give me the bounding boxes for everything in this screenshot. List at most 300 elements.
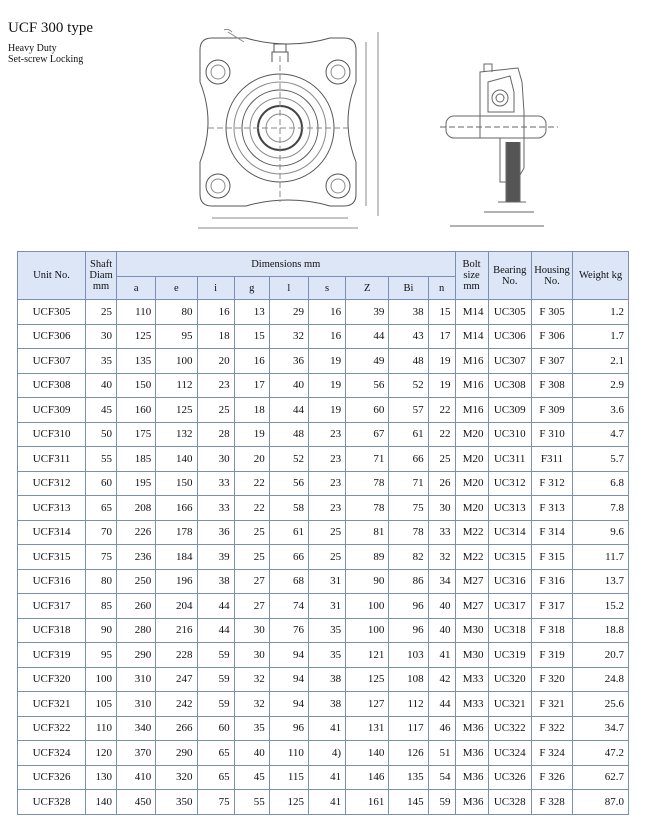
table-cell: 36 [197,520,234,545]
table-cell: 38 [389,300,428,325]
table-cell: 7.8 [573,496,629,521]
table-cell: UC320 [488,667,531,692]
table-row [18,349,629,374]
table-cell: M33 [455,667,488,692]
table-cell: 25 [86,300,117,325]
table-cell: 15.2 [573,594,629,619]
table-cell: 31 [308,594,345,619]
table-cell: UCF309 [18,398,86,423]
table-cell: 41 [308,765,345,790]
table-cell: 61 [389,422,428,447]
table-cell: 100 [86,667,117,692]
header-dim-n: n [428,277,455,300]
table-cell: 58 [269,496,308,521]
table-cell: F 319 [531,643,572,668]
table-cell: 48 [269,422,308,447]
header-dim-g: g [234,277,269,300]
table-cell: 50 [86,422,117,447]
table-cell: 1.2 [573,300,629,325]
table-cell: M16 [455,398,488,423]
table-cell: 59 [428,790,455,815]
table-cell: M27 [455,569,488,594]
table-cell: 2.9 [573,373,629,398]
table-cell: 33 [197,471,234,496]
table-cell: 17 [428,324,455,349]
header-bearing-no: Bearing No. [488,252,531,300]
table-cell: 40 [234,741,269,766]
table-cell: 56 [346,373,389,398]
table-row [18,324,629,349]
table-cell: M36 [455,716,488,741]
table-cell: M30 [455,618,488,643]
table-cell: 95 [156,324,197,349]
header-unit-no: Unit No. [18,252,86,300]
table-cell: F 328 [531,790,572,815]
table-cell: 22 [234,471,269,496]
table-cell: M14 [455,300,488,325]
table-cell: M14 [455,324,488,349]
table-row [18,398,629,423]
table-cell: 39 [346,300,389,325]
table-cell: M36 [455,765,488,790]
table-cell: 135 [389,765,428,790]
table-cell: 9.6 [573,520,629,545]
table-cell: M16 [455,373,488,398]
table-cell: F 309 [531,398,572,423]
table-cell: 19 [308,349,345,374]
table-cell: UCF326 [18,765,86,790]
table-cell: 204 [156,594,197,619]
specification-table [17,251,629,815]
table-cell: 135 [117,349,156,374]
table-cell: UC314 [488,520,531,545]
table-cell: 39 [197,545,234,570]
table-cell: UC317 [488,594,531,619]
header-dim-z: Z [346,277,389,300]
table-cell: UC306 [488,324,531,349]
front-view-drawing [188,22,388,234]
table-cell: 140 [346,741,389,766]
table-cell: 52 [269,447,308,472]
table-cell: UC322 [488,716,531,741]
table-cell: 33 [428,520,455,545]
table-cell: 65 [197,765,234,790]
table-cell: 54 [428,765,455,790]
table-row [18,373,629,398]
table-cell: 208 [117,496,156,521]
table-cell: 87.0 [573,790,629,815]
table-cell: UCF305 [18,300,86,325]
table-cell: 125 [117,324,156,349]
table-cell: UCF318 [18,618,86,643]
table-cell: 100 [346,594,389,619]
table-cell: 105 [86,692,117,717]
table-cell: UC311 [488,447,531,472]
table-cell: UC312 [488,471,531,496]
table-cell: 44 [197,594,234,619]
table-cell: 81 [346,520,389,545]
table-cell: 195 [117,471,156,496]
table-cell: 31 [308,569,345,594]
table-cell: 41 [308,790,345,815]
table-cell: 175 [117,422,156,447]
table-cell: 290 [156,741,197,766]
table-cell: 59 [197,692,234,717]
table-cell: 30 [197,447,234,472]
table-cell: 41 [428,643,455,668]
table-cell: F311 [531,447,572,472]
table-cell: 280 [117,618,156,643]
table-cell: 55 [86,447,117,472]
table-cell: 52 [389,373,428,398]
table-cell: 320 [156,765,197,790]
table-cell: 146 [346,765,389,790]
header-bolt-size: Bolt size mm [455,252,488,300]
table-row [18,569,629,594]
table-cell: 125 [346,667,389,692]
table-cell: 17 [234,373,269,398]
table-cell: 34 [428,569,455,594]
table-cell: 36 [269,349,308,374]
table-cell: 32 [269,324,308,349]
table-cell: M30 [455,643,488,668]
table-cell: 71 [346,447,389,472]
table-cell: M16 [455,349,488,374]
table-cell: 35 [308,643,345,668]
table-cell: 16 [197,300,234,325]
table-cell: F 320 [531,667,572,692]
table-cell: M36 [455,790,488,815]
table-cell: 140 [156,447,197,472]
table-cell: F 326 [531,765,572,790]
table-cell: 26 [428,471,455,496]
table-cell: 112 [389,692,428,717]
table-cell: 185 [117,447,156,472]
table-cell: UC318 [488,618,531,643]
table-cell: 132 [156,422,197,447]
table-cell: UCF310 [18,422,86,447]
header-shaft-diam: Shaft Diam mm [86,252,117,300]
table-cell: 196 [156,569,197,594]
table-row [18,471,629,496]
page-title: UCF 300 type [8,20,94,36]
table-cell: 3.6 [573,398,629,423]
table-cell: 28 [197,422,234,447]
table-row [18,520,629,545]
table-cell: 4.7 [573,422,629,447]
table-cell: 178 [156,520,197,545]
table-cell: M20 [455,422,488,447]
table-cell: UC315 [488,545,531,570]
table-cell: UCF320 [18,667,86,692]
table-cell: 100 [156,349,197,374]
table-row [18,594,629,619]
table-cell: UC328 [488,790,531,815]
table-cell: 96 [389,618,428,643]
table-cell: M33 [455,692,488,717]
table-cell: M36 [455,741,488,766]
table-cell: 35 [234,716,269,741]
table-cell: 32 [234,667,269,692]
table-cell: 41 [308,716,345,741]
table-cell: 56 [269,471,308,496]
table-cell: 40 [428,594,455,619]
table-cell: 95 [86,643,117,668]
table-cell: 2.1 [573,349,629,374]
table-row [18,692,629,717]
table-cell: 236 [117,545,156,570]
table-cell: 59 [197,667,234,692]
table-cell: 57 [389,398,428,423]
table-cell: 1.7 [573,324,629,349]
table-cell: 11.7 [573,545,629,570]
table-cell: 38 [308,692,345,717]
table-cell: UC313 [488,496,531,521]
table-cell: UC307 [488,349,531,374]
table-cell: 25 [197,398,234,423]
table-row [18,618,629,643]
table-cell: 30 [234,643,269,668]
table-cell: 110 [269,741,308,766]
table-cell: 38 [197,569,234,594]
table-cell: F 316 [531,569,572,594]
table-cell: 32 [234,692,269,717]
table-cell: UCF308 [18,373,86,398]
table-cell: UCF317 [18,594,86,619]
table-cell: 68 [269,569,308,594]
table-cell: UCF324 [18,741,86,766]
table-cell: 85 [86,594,117,619]
table-cell: 131 [346,716,389,741]
table-cell: 45 [86,398,117,423]
table-cell: 47.2 [573,741,629,766]
table-cell: 127 [346,692,389,717]
table-cell: 55 [234,790,269,815]
table-cell: 70 [86,520,117,545]
table-row [18,496,629,521]
table-cell: 94 [269,643,308,668]
table-cell: 25 [308,520,345,545]
table-cell: UC308 [488,373,531,398]
header-housing-no: Housing No. [531,252,572,300]
table-cell: UCF321 [18,692,86,717]
table-cell: 86 [389,569,428,594]
table-cell: 310 [117,692,156,717]
table-cell: 82 [389,545,428,570]
table-cell: 44 [346,324,389,349]
table-cell: 5.7 [573,447,629,472]
table-cell: UCF319 [18,643,86,668]
table-cell: 20 [197,349,234,374]
table-cell: 71 [389,471,428,496]
table-cell: M20 [455,471,488,496]
table-cell: 16 [308,324,345,349]
table-row [18,643,629,668]
table-cell: 20 [234,447,269,472]
table-cell: UC316 [488,569,531,594]
table-cell: 15 [428,300,455,325]
table-cell: M20 [455,447,488,472]
table-cell: 25 [308,545,345,570]
table-cell: 46 [428,716,455,741]
table-cell: 94 [269,692,308,717]
table-cell: 110 [86,716,117,741]
table-cell: 61 [269,520,308,545]
table-cell: 40 [86,373,117,398]
table-cell: 125 [269,790,308,815]
table-cell: F 318 [531,618,572,643]
table-cell: F 313 [531,496,572,521]
table-cell: 66 [389,447,428,472]
table-cell: M20 [455,496,488,521]
table-cell: 44 [197,618,234,643]
table-cell: 27 [234,569,269,594]
table-cell: 78 [346,496,389,521]
table-cell: 242 [156,692,197,717]
table-cell: UCF314 [18,520,86,545]
header-dim-bi: Bi [389,277,428,300]
table-cell: 90 [346,569,389,594]
table-cell: 78 [346,471,389,496]
table-cell: 19 [428,373,455,398]
table-cell: 340 [117,716,156,741]
table-cell: 25 [234,520,269,545]
table-cell: 19 [428,349,455,374]
table-cell: F 306 [531,324,572,349]
table-cell: F 312 [531,471,572,496]
table-cell: 120 [86,741,117,766]
table-cell: 23 [308,496,345,521]
table-cell: 96 [389,594,428,619]
table-cell: 35 [86,349,117,374]
table-row [18,667,629,692]
table-cell: 22 [234,496,269,521]
table-cell: 450 [117,790,156,815]
table-cell: 65 [197,741,234,766]
table-cell: 76 [269,618,308,643]
table-cell: F 321 [531,692,572,717]
table-cell: 60 [86,471,117,496]
table-row [18,300,629,325]
table-cell: 80 [156,300,197,325]
table-cell: 350 [156,790,197,815]
side-view-drawing [440,52,560,237]
table-cell: 25 [234,545,269,570]
table-row [18,422,629,447]
table-cell: 13.7 [573,569,629,594]
table-cell: 30 [428,496,455,521]
table-cell: 42 [428,667,455,692]
table-cell: 266 [156,716,197,741]
table-cell: 60 [346,398,389,423]
header-dimensions: Dimensions mm [117,252,456,277]
table-cell: 32 [428,545,455,570]
table-cell: 94 [269,667,308,692]
table-cell: 125 [156,398,197,423]
table-cell: UC305 [488,300,531,325]
table-cell: 112 [156,373,197,398]
table-cell: 22 [428,422,455,447]
table-cell: 48 [389,349,428,374]
table-cell: 103 [389,643,428,668]
table-cell: 130 [86,765,117,790]
subtitle-heavy-duty: Heavy Duty [8,43,57,54]
table-cell: 260 [117,594,156,619]
table-cell: 23 [197,373,234,398]
table-cell: UCF312 [18,471,86,496]
table-cell: 250 [117,569,156,594]
table-cell: 43 [389,324,428,349]
table-row [18,765,629,790]
table-cell: 18 [234,398,269,423]
header-weight: Weight kg [573,252,629,300]
table-cell: UCF307 [18,349,86,374]
table-row [18,741,629,766]
table-cell: 25 [428,447,455,472]
table-cell: F 307 [531,349,572,374]
table-cell: 228 [156,643,197,668]
table-cell: 59 [197,643,234,668]
table-cell: 23 [308,447,345,472]
table-cell: 38 [308,667,345,692]
table-row [18,447,629,472]
table-cell: 45 [234,765,269,790]
table-cell: 90 [86,618,117,643]
header-dim-l: l [269,277,308,300]
table-cell: 226 [117,520,156,545]
table-cell: 117 [389,716,428,741]
table-cell: 4) [308,741,345,766]
table-cell: 20.7 [573,643,629,668]
table-cell: 44 [428,692,455,717]
table-cell: 115 [269,765,308,790]
table-cell: UC310 [488,422,531,447]
table-cell: 161 [346,790,389,815]
table-cell: 370 [117,741,156,766]
table-cell: 51 [428,741,455,766]
table-cell: 145 [389,790,428,815]
table-cell: 67 [346,422,389,447]
table-cell: UCF322 [18,716,86,741]
table-cell: F 310 [531,422,572,447]
table-cell: 160 [117,398,156,423]
table-cell: 29 [269,300,308,325]
table-cell: 22 [428,398,455,423]
table-cell: 80 [86,569,117,594]
table-cell: 33 [197,496,234,521]
table-cell: 18.8 [573,618,629,643]
table-cell: 24.8 [573,667,629,692]
table-cell: 49 [346,349,389,374]
table-cell: 110 [117,300,156,325]
table-cell: 150 [156,471,197,496]
table-cell: F 324 [531,741,572,766]
table-cell: UCF316 [18,569,86,594]
table-cell: 60 [197,716,234,741]
table-cell: 40 [428,618,455,643]
table-cell: 15 [234,324,269,349]
table-cell: 150 [117,373,156,398]
table-cell: F 322 [531,716,572,741]
table-cell: 19 [308,373,345,398]
table-body [18,300,629,815]
table-cell: 16 [234,349,269,374]
table-cell: 27 [234,594,269,619]
table-cell: 44 [269,398,308,423]
table-cell: 23 [308,471,345,496]
table-cell: 19 [234,422,269,447]
table-cell: 30 [86,324,117,349]
